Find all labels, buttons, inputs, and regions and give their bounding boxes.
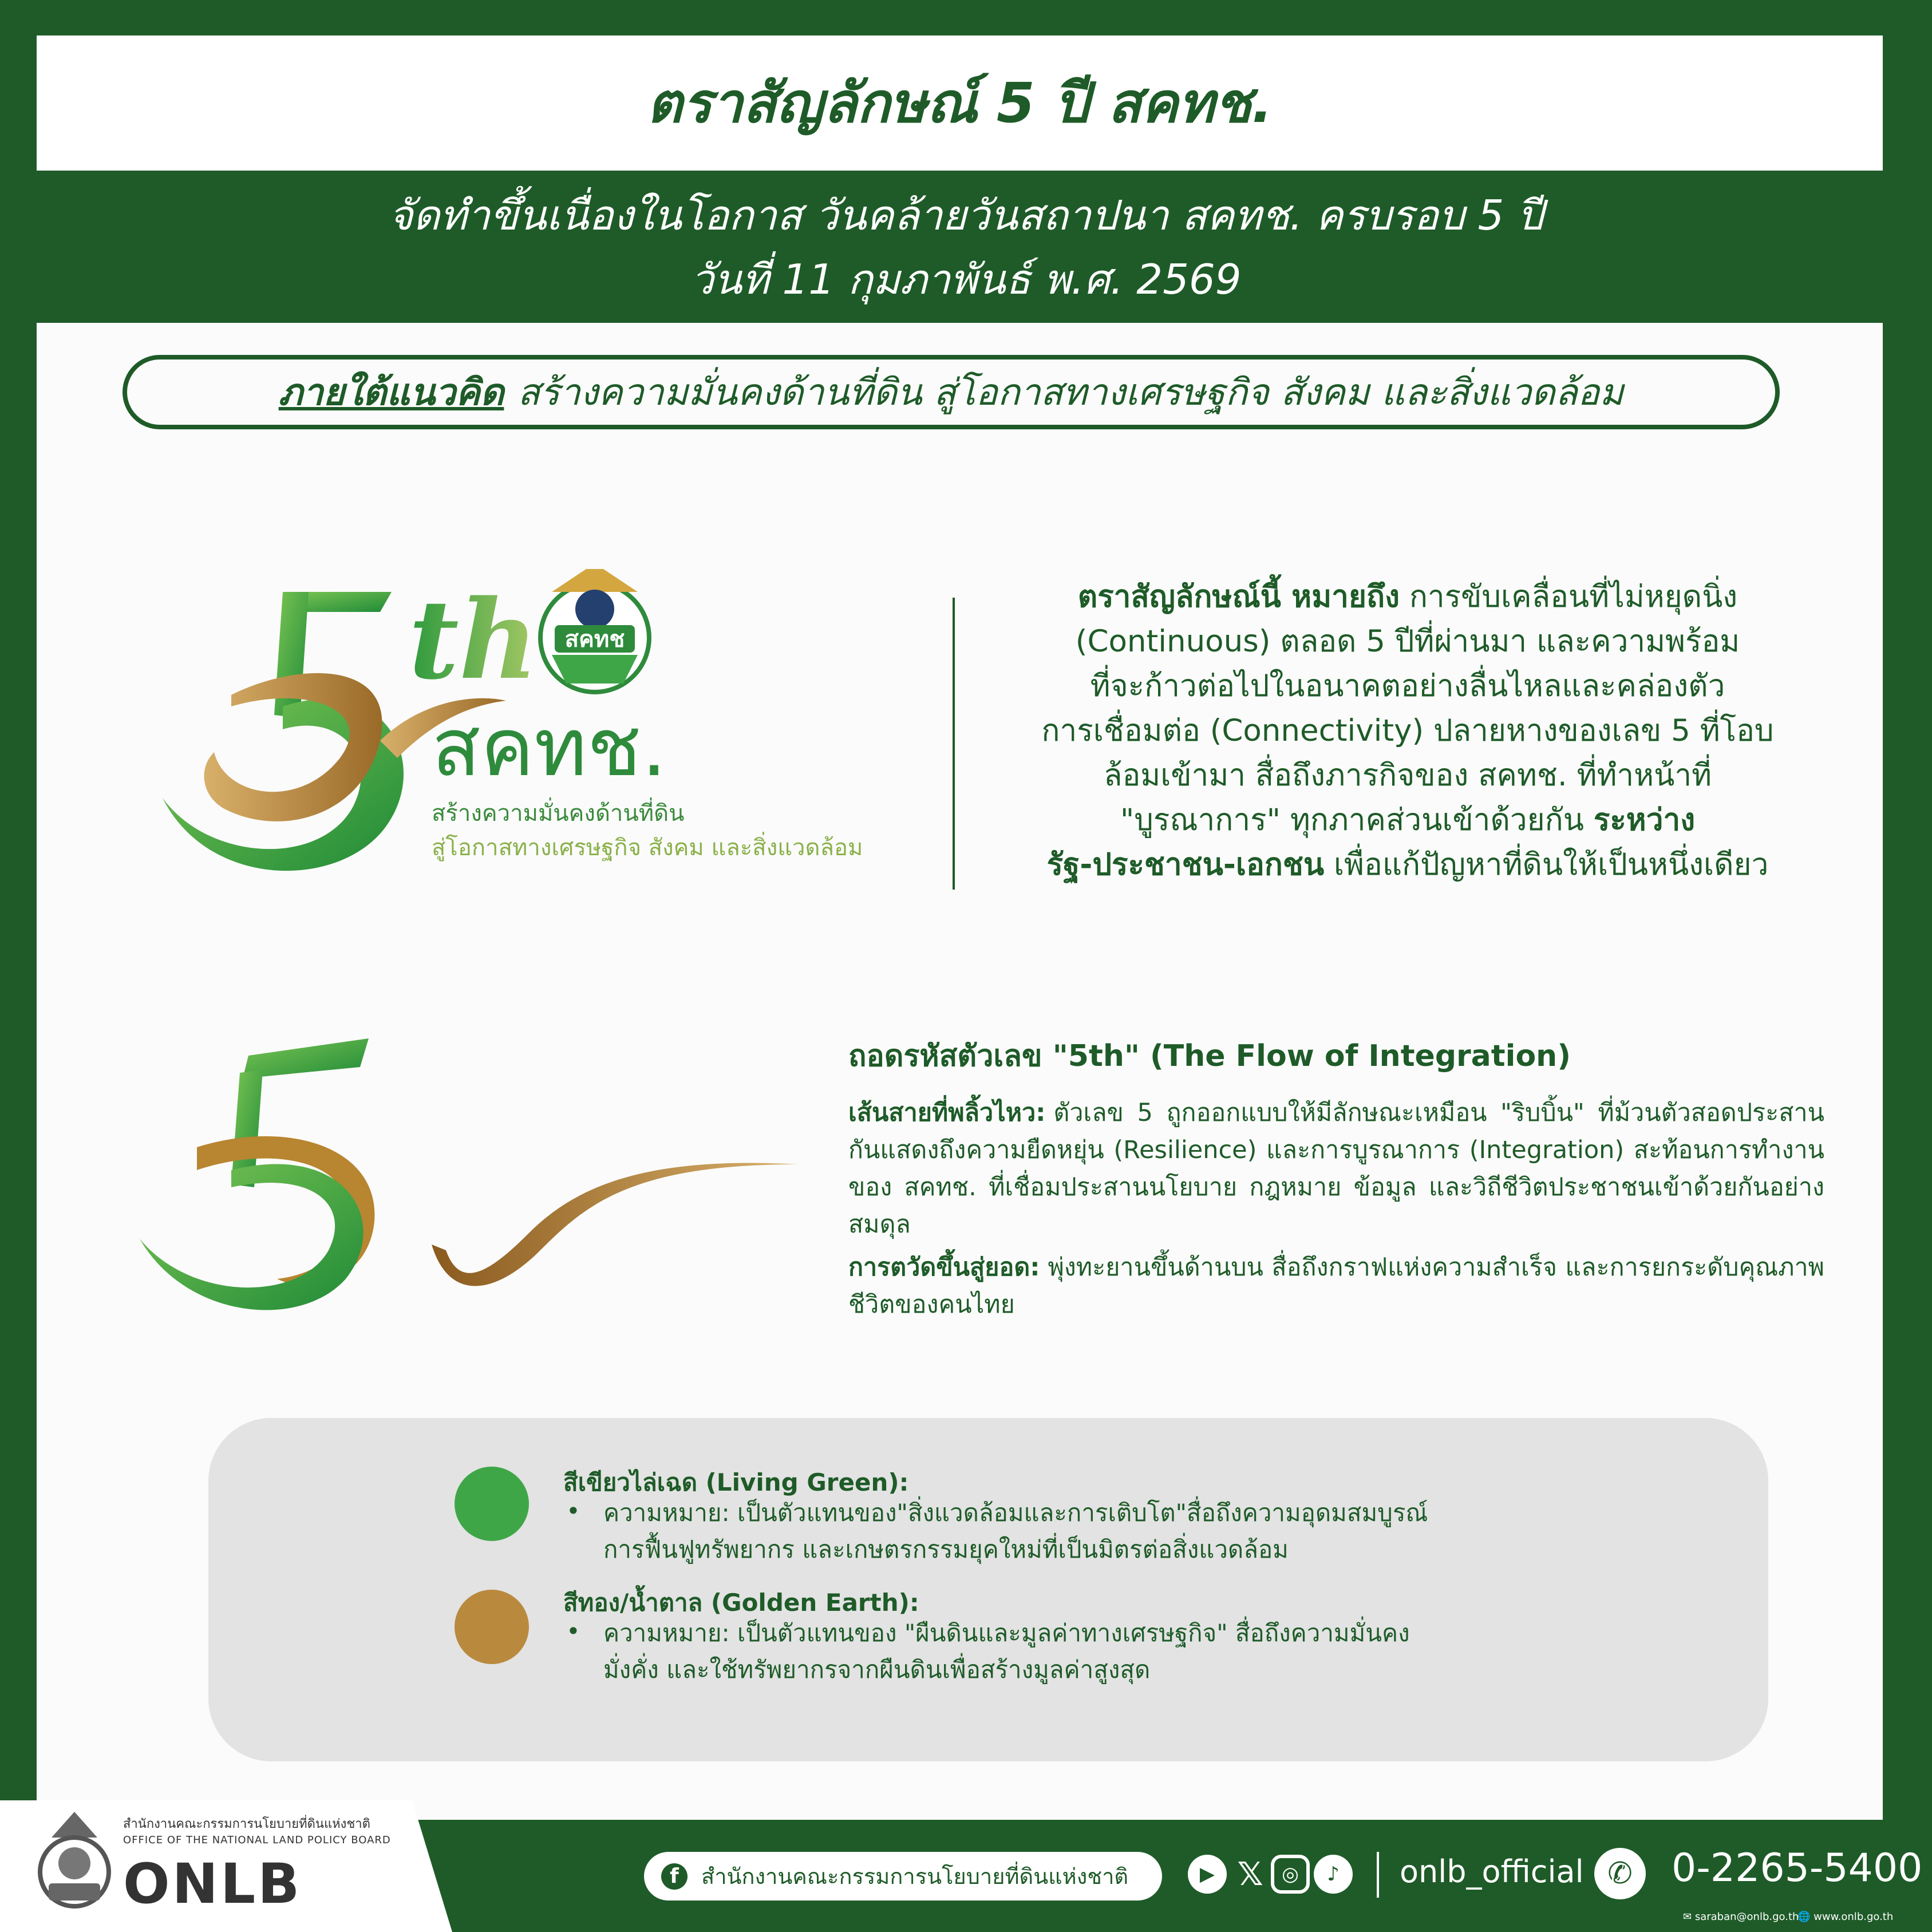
instagram-icon[interactable]: ◎ bbox=[1271, 1855, 1310, 1894]
meaning-line: การขับเคลื่อนที่ไม่หยุดนิ่ง bbox=[1409, 579, 1738, 614]
vertical-divider bbox=[953, 598, 955, 890]
five-ribbon-gold bbox=[204, 673, 382, 821]
five-ribbon-tail bbox=[432, 1163, 798, 1286]
green-title: สีเขียวไล่เฉด (Living Green): bbox=[563, 1468, 909, 1496]
green-desc-line: ความหมาย: เป็นตัวแทนของ"สิ่งแวดล้อมและการเติบโต"สื่อถึงความอุดมสมบูรณ์ bbox=[603, 1499, 1428, 1527]
content-panel bbox=[37, 323, 1883, 1820]
concept-pill bbox=[123, 355, 1780, 429]
concept-text: สร้างความมั่นคงด้านที่ดิน สู่โอกาสทางเศรษฐกิจ สังคม และสิ่งแวดล้อม bbox=[517, 372, 1624, 414]
subtitle-line-2: วันที่ 11 กุมภาพันธ์ พ.ศ. 2569 bbox=[690, 255, 1242, 303]
email-address: saraban@onlb.go.th bbox=[1694, 1911, 1799, 1923]
meaning-emphasis: ระหว่าง bbox=[1593, 803, 1696, 837]
org-name-en: OFFICE OF THE NATIONAL LAND POLICY BOARD bbox=[123, 1834, 391, 1846]
gold-swatch bbox=[455, 1590, 529, 1664]
email-contact[interactable] bbox=[1683, 1911, 1799, 1923]
green-swatch bbox=[455, 1467, 529, 1541]
green-desc-line: การฟื้นฟูทรัพยากร และเกษตรกรรมยุคใหม่ที่เป็นมิตรต่อสิ่งแวดล้อม bbox=[603, 1535, 1289, 1563]
meaning-emphasis: รัฐ-ประชาชน-เอกชน bbox=[1046, 847, 1325, 882]
logo-tagline-1: สร้างความมั่นคงด้านที่ดิน bbox=[432, 800, 685, 827]
svg-text:สคทช: สคทช bbox=[564, 626, 625, 653]
onlb-seal-icon bbox=[540, 569, 649, 692]
logo-meaning bbox=[987, 575, 1828, 887]
meaning-line: (Continuous) ตลอด 5 ปีที่ผ่านมา และความพร้อม bbox=[1075, 624, 1740, 659]
decode-p2-label: การตวัดขึ้นสู่ยอด: bbox=[848, 1253, 1040, 1282]
phone-number[interactable]: 0-2265-5400 bbox=[1672, 1846, 1923, 1891]
mail-icon: ✉ bbox=[1683, 1911, 1692, 1923]
org-short-name: ONLB bbox=[123, 1852, 302, 1916]
meaning-line: "บูรณาการ" ทุกภาคส่วนเข้าด้วยกัน bbox=[1120, 803, 1584, 837]
footer-divider bbox=[1377, 1852, 1379, 1898]
meaning-line: ล้อมเข้ามา สื่อถึงภารกิจของ สคทช. ที่ทำหน้าที่ bbox=[1103, 758, 1712, 793]
page-title: ตราสัญลักษณ์ 5 ปี สคทช. bbox=[646, 71, 1273, 135]
website-url: www.onlb.go.th bbox=[1814, 1911, 1894, 1923]
onlb-emblem-icon bbox=[34, 1809, 114, 1918]
social-handle: onlb_official bbox=[1400, 1854, 1584, 1890]
th-mark: th bbox=[409, 576, 538, 704]
meaning-line: เพื่อแก้ปัญหาที่ดินให้เป็นหนึ่งเดียว bbox=[1333, 847, 1769, 882]
meaning-lead: ตราสัญลักษณ์นี้ หมายถึง bbox=[1077, 579, 1400, 614]
x-icon[interactable]: 𝕏 bbox=[1237, 1855, 1263, 1893]
decode-p2-text: พุ่งทะยานขึ้นด้านบน สื่อถึงกราฟแห่งความสำเร็จ และการยกระดับคุณภาพชีวิตของคนไทย bbox=[848, 1253, 1824, 1319]
globe-icon: 🌐 bbox=[1797, 1911, 1811, 1923]
facebook-icon: f bbox=[661, 1863, 688, 1890]
logo-tagline-2: สู่โอกาสทางเศรษฐกิจ สังคม และสิ่งแวดล้อม bbox=[432, 835, 863, 861]
org-name-logo: สคทช. bbox=[432, 701, 667, 795]
phone-icon: ✆ bbox=[1594, 1848, 1646, 1899]
meaning-line: การเชื่อมต่อ (Connectivity) ปลายหางของเลข 5 ที่โอบ bbox=[1041, 713, 1774, 748]
green-desc bbox=[603, 1495, 1428, 1568]
five-figure bbox=[140, 1033, 798, 1319]
gold-title: สีทอง/น้ำตาล (Golden Earth): bbox=[563, 1589, 919, 1617]
decode-title: ถอดรหัสตัวเลข "5th" (The Flow of Integration) bbox=[848, 1039, 1571, 1073]
gold-desc bbox=[603, 1615, 1410, 1688]
meaning-line: ที่จะก้าวต่อไปในอนาคตอย่างลื่นไหลและคล่องตัว bbox=[1090, 669, 1725, 704]
decode-p1-text: ตัวเลข 5 ถูกออกแบบให้มีลักษณะเหมือน "ริบบิ้น" ที่ม้วนตัวสอดประสานกันแสดงถึงความยืดหยุ่น (Resilience) และการบูรณาการ (Integration) สะท้อนการทำงานของ สคทช. ที่เชื่อมประสานนโยบาย กฎหมาย ข้อมูล และวิถีชีวิตประชาชนเข้าด้วยกันอย่างสมดุล bbox=[848, 1099, 1824, 1239]
decode-paragraph-1 bbox=[848, 1095, 1824, 1243]
facebook-page-name: สำนักงานคณะกรรมการนโยบายที่ดินแห่งชาติ bbox=[701, 1864, 1129, 1889]
youtube-icon[interactable]: ▶ bbox=[1188, 1855, 1227, 1894]
decode-paragraph-2 bbox=[848, 1249, 1824, 1323]
color-meaning-box bbox=[208, 1418, 1768, 1761]
tiktok-icon[interactable]: ♪ bbox=[1314, 1855, 1353, 1894]
subtitle-line-1: จัดทำขึ้นเนื่องในโอกาส วันคล้ายวันสถาปนา สคทช. ครบรอบ 5 ปี bbox=[389, 191, 1543, 239]
subtitle bbox=[0, 183, 1932, 311]
title-bar bbox=[37, 35, 1883, 171]
website-contact[interactable] bbox=[1797, 1911, 1893, 1923]
decode-p1-label: เส้นสายที่พลิ้วไหว: bbox=[848, 1099, 1046, 1127]
gold-bullet: • bbox=[566, 1617, 580, 1645]
gold-desc-line: ความหมาย: เป็นตัวแทนของ "ผืนดินและมูลค่าทางเศรษฐกิจ" สื่อถึงความมั่นคง bbox=[603, 1619, 1410, 1647]
gold-desc-line: มั่งคั่ง และใช้ทรัพยากรจากผืนดินเพื่อสร้างมูลค่าสูงสุด bbox=[603, 1656, 1151, 1684]
green-bullet: • bbox=[566, 1497, 580, 1525]
5th-logo bbox=[111, 569, 947, 890]
concept-label: ภายใต้แนวคิด bbox=[278, 372, 504, 414]
facebook-link[interactable] bbox=[644, 1852, 1162, 1901]
org-name-th: สำนักงานคณะกรรมการนโยบายที่ดินแห่งชาติ bbox=[123, 1817, 370, 1831]
